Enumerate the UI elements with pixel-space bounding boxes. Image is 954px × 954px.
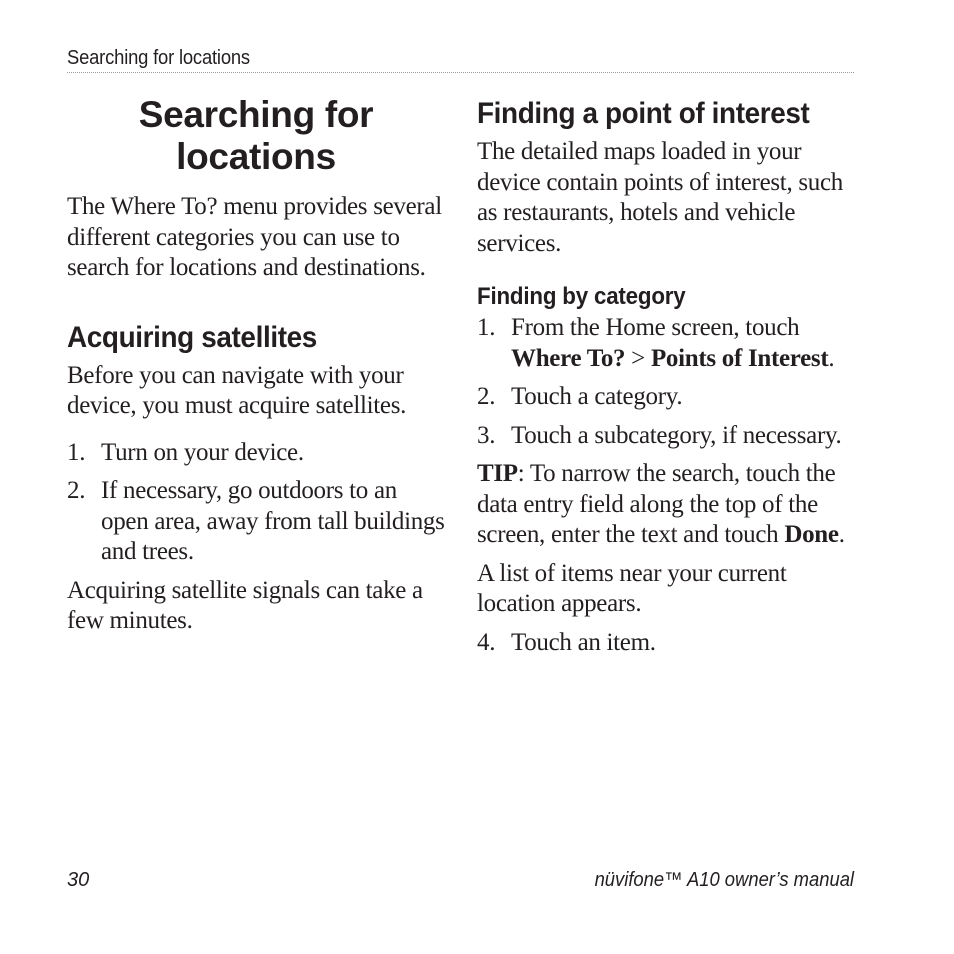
acquiring-intro: Before you can navigate with your device, you must acquire satellites. — [67, 361, 407, 419]
tip-label: TIP — [477, 460, 518, 487]
list-item — [477, 421, 857, 452]
chapter-title-line1: Searching for — [138, 94, 374, 135]
intro-paragraph: The Where To? menu provides several different categories you can use to search for locations and destinations. — [67, 193, 442, 281]
tip-end: . — [838, 521, 845, 548]
points-of-interest-label: Points of Interest — [650, 344, 829, 372]
running-header: Searching for locations — [67, 47, 250, 69]
right-column — [477, 94, 857, 658]
tip-note — [477, 459, 857, 551]
done-label: Done — [784, 521, 839, 548]
page-number: 30 — [67, 869, 90, 891]
step-number: 3. — [477, 421, 496, 449]
step-number: 2. — [67, 477, 86, 504]
satellite-note: Acquiring satellite signals can take a few minutes. — [67, 576, 423, 634]
list-item — [477, 313, 857, 374]
chapter-title — [67, 94, 445, 178]
step-text: Touch an item. — [511, 628, 656, 656]
step-text — [511, 313, 857, 374]
list-item — [67, 476, 445, 568]
menu-separator: > — [625, 344, 651, 372]
step-text: Touch a subcategory, if necessary. — [511, 421, 842, 449]
step-end: . — [828, 344, 835, 372]
header-divider — [67, 72, 854, 73]
manual-title: nüvifone™ A10 owner’s manual — [594, 869, 854, 891]
step-text-plain: From the Home screen, touch — [511, 314, 800, 341]
list-item — [477, 628, 857, 659]
section-title-poi: Finding a point of interest — [477, 97, 810, 130]
where-to-label: Where To? — [511, 344, 626, 372]
section-title-acquiring: Acquiring satellites — [67, 320, 317, 354]
step-text: Turn on your device. — [101, 438, 304, 466]
step-number: 4. — [477, 628, 496, 656]
step-number: 1. — [477, 314, 496, 341]
list-item — [67, 438, 445, 469]
chapter-title-line2: locations — [176, 136, 336, 177]
tip-text: : To narrow the search, touch the data entry field along the top of the screen, enter the text and touch — [477, 460, 836, 548]
list-item — [477, 382, 857, 413]
left-column — [67, 94, 445, 637]
step-text: Touch a category. — [511, 383, 683, 410]
poi-intro: The detailed maps loaded in your device contain points of interest, such as restaurants, hotels and vehicle services. — [477, 138, 843, 257]
subsection-title-category: Finding by category — [477, 283, 686, 310]
step-number: 2. — [477, 383, 496, 410]
result-note: A list of items near your current location appears. — [477, 559, 787, 617]
step-text: If necessary, go outdoors to an open area, away from tall buildings and trees. — [101, 477, 445, 565]
step-number: 1. — [67, 438, 86, 466]
